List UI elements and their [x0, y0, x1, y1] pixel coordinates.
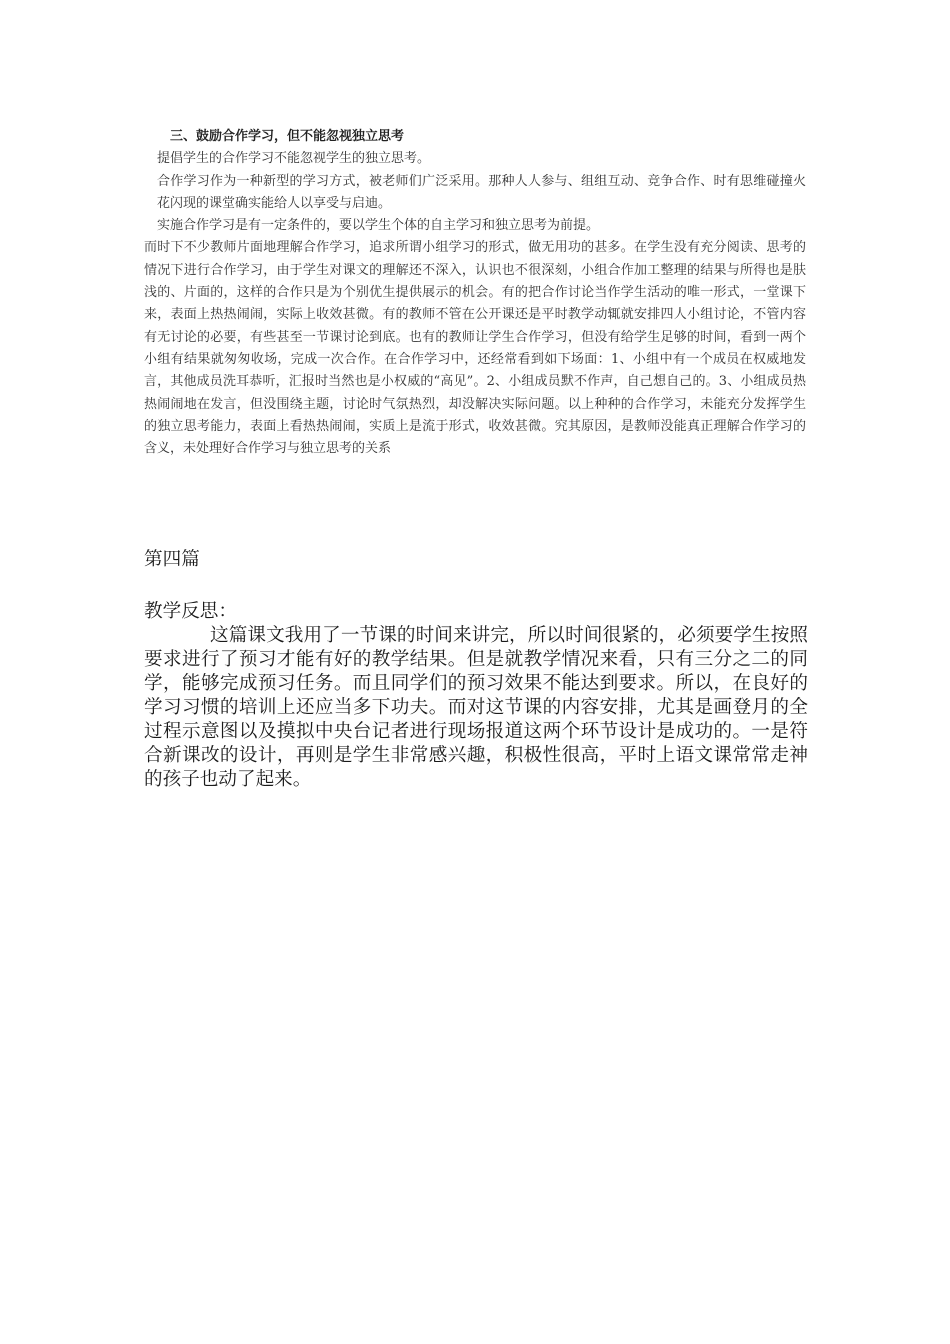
section-three-paragraph-4: 而时下不少教师片面地理解合作学习，追求所谓小组学习的形式，做无用功的甚多。在学生没有充分阅读、思考的情况下进行合作学习，由于学生对课文的理解还不深入，认识也不很深刻，小组合作加工整理的结果与所得也是肤浅的、片面的，这样的合作只是为个别优生提供展示的机会。有的把合作讨论当作学生活动的唯一形式，一堂课下来，表面上热热闹闹，实际上收效甚微。有的教师不管在公开课还是平时教学动辄就安排四人小组讨论，不管内容有无讨论的必要，有些甚至一节课讨论到底。也有的教师让学生合作学习，但没有给学生足够的时间，看到一两个小组有结果就匆匆收场，完成一次合作。在合作学习中，还经常看到如下场面：1、小组中有一个成员在权威地发言，其他成员洗耳恭听，汇报时当然也是小权威的“高见”。2、小组成员默不作声，自己想自己的。3、小组成员热热闹闹地在发言，但没围绕主题，讨论时气氛热烈，却没解决实际问题。以上种种的合作学习，未能充分发挥学生的独立思考能力，表面上看热热闹闹，实质上是流于形式，收效甚微。究其原因，是教师没能真正理解合作学习的含义，未处理好合作学习与独立思考的关系: [144, 240, 806, 457]
reflection-label: 教学反思：: [144, 601, 237, 622]
section-three-heading: 三、鼓励合作学习，但不能忽视独立思考: [170, 129, 405, 144]
section-three-paragraph-1: 提倡学生的合作学习不能忽视学生的独立思考。: [157, 151, 431, 167]
section-three-paragraph-2: 合作学习作为一种新型的学习方式，被老师们广泛采用。那种人人参与、组组互动、竞争合作、时有思维碰撞火花闪现的课堂确实能给人以享受与启迪。: [157, 173, 806, 211]
section-three-paragraph-3: 实施合作学习是有一定条件的，要以学生个体的自主学习和独立思考为前提。: [157, 218, 600, 234]
section-three: [144, 126, 806, 460]
reflection-body: 这篇课文我用了一节课的时间来讲完，所以时间很紧的，必须要学生按照要求进行了预习才能有好的教学结果。但是就教学情况来看，只有三分之二的同学，能够完成预习任务。而且同学们的预习效果不能达到要求。所以，在良好的学习习惯的培训上还应当多下功夫。而对这节课的内容安排，尤其是画登月的全过程示意图以及摸拟中央台记者进行现场报道这两个环节设计是成功的。一是符合新课改的设计，再则是学生非常感兴趣，积极性很高，平时上语文课常常走神的孩子也动了起来。: [144, 625, 808, 790]
section-four-title: 第四篇: [144, 549, 200, 570]
